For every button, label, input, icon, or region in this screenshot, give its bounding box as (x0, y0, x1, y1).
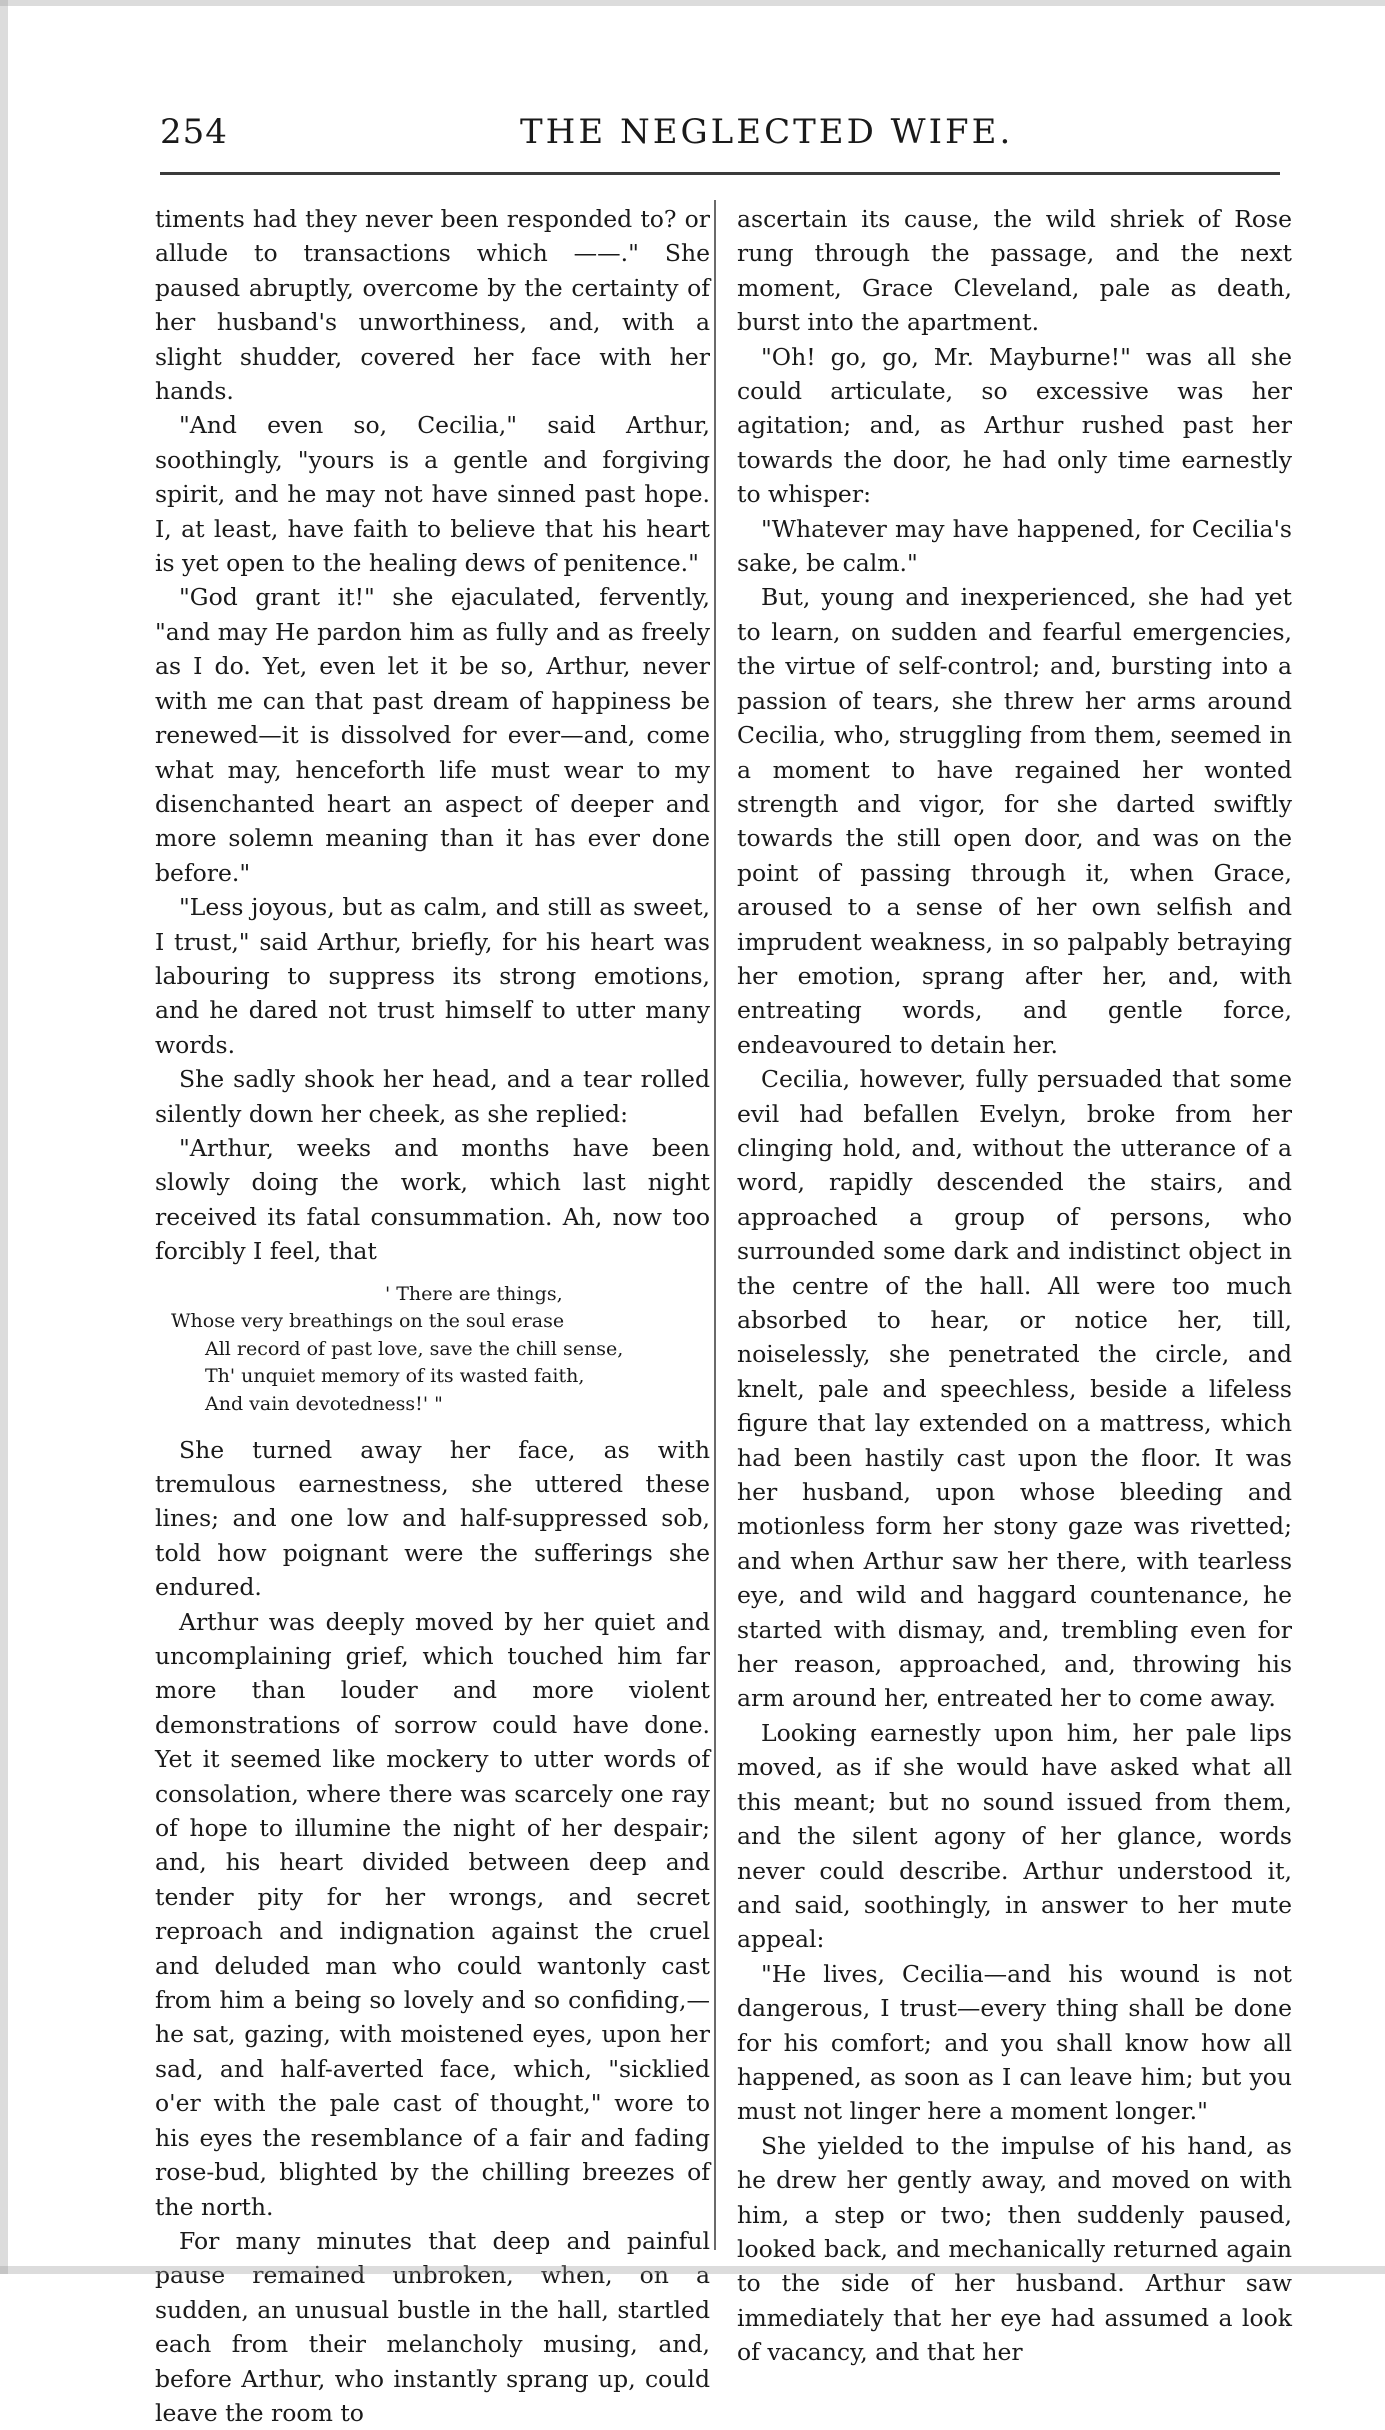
paragraph: She sadly shook her head, and a tear rolled silently down her cheek, as she replied: (155, 1065, 710, 1128)
scan-noise (0, 0, 1385, 6)
column-divider (714, 200, 716, 2250)
poem-line: And vain devotedness!' " (205, 1392, 443, 1415)
page-number: 254 (160, 112, 228, 152)
paragraph: timents had they never been responded to? or allude to transactions which ——." She paused abruptly, overcome by the certainty of her husband's unworthiness, and, with a slight shudder, covered her face with her hands. (155, 205, 710, 406)
poem-line: Th' unquiet memory of its wasted faith, (205, 1365, 585, 1388)
paragraph: "Oh! go, go, Mr. Mayburne!" was all she could articulate, so excessive was her agitation; and, as Arthur rushed past her towards the door, he had only time earnestly to whisper: (737, 342, 1292, 509)
paragraph: She turned away her face, as with tremulous earnestness, she uttered these lines; and one low and half-suppressed sob, told how poignant were the sufferings she endured. (155, 1435, 710, 1602)
paragraph: "Arthur, weeks and months have been slowly doing the work, which last night received its fatal consummation. Ah, now too forcibly I feel, that (155, 1133, 710, 1266)
paragraph: "And even so, Cecilia," said Arthur, soothingly, "yours is a gentle and forgiving spirit, and he may not have sinned past hope. I, at least, have faith to believe that his heart is yet open to the healing dews of penitence." (155, 411, 710, 578)
paragraph: She yielded to the impulse of his hand, as he drew her gently away, and moved on with him, a step or two; then suddenly paused, looked back, and mechanically returned again to the side of her husband. Arthur saw immediately that her eye had assumed a look of vacancy, and that her (737, 2131, 1292, 2367)
running-title: THE NEGLECTED WIFE. (520, 112, 1014, 152)
poem-line: Whose very breathings on the soul erase (171, 1310, 565, 1333)
paragraph: ascertain its cause, the wild shriek of Rose rung through the passage, and the next moment, Grace Cleveland, pale as death, burst into the apartment. (737, 205, 1292, 337)
paragraph: But, young and inexperienced, she had yet to learn, on sudden and fearful emergencies, the virtue of self-control; and, bursting into a passion of tears, she threw her arms around Cecilia, who, struggling from them, seemed in a moment to have regained her wonted strength and vigor, for she darted swiftly towards the still open door, and was on the point of passing through it, when Grace, aroused to a sense of her own selfish and imprudent weakness, in so palpably betraying her emotion, sprang after her, and, with entreating words, and gentle force, endeavoured to detain her. (737, 583, 1292, 1059)
header-rule (160, 172, 1280, 175)
paragraph: "Whatever may have happened, for Cecilia's sake, be calm." (737, 514, 1292, 578)
scan-noise (0, 0, 8, 2274)
paragraph: Looking earnestly upon him, her pale lips moved, as if she would have asked what all this meant; but no sound issued from them, and the silent agony of her glance, words never could describe. Arthur understood it, and said, soothingly, in answer to her mute appeal: (737, 1718, 1292, 1954)
page-header (160, 112, 1300, 158)
poem-line: ' There are things, (385, 1282, 563, 1305)
paragraph: "God grant it!" she ejaculated, fervently, "and may He pardon him as fully and as freely as I do. Yet, even let it be so, Arthur, never with me can that past dream of happiness be renewed—it is dissolved for ever—and, come what may, henceforth life must wear to my disenchanted heart an aspect of deeper and more solemn meaning than it has ever done before." (155, 583, 710, 887)
paragraph: "He lives, Cecilia—and his wound is not dangerous, I trust—every thing shall be done for his comfort; and you shall know how all happened, as soon as I can leave him; but you must not linger here a moment longer." (737, 1959, 1292, 2126)
poem-line: All record of past love, save the chill sense, (205, 1337, 624, 1360)
paragraph: "Less joyous, but as calm, and still as sweet, I trust," said Arthur, briefly, for his heart was labouring to suppress its strong emotions, and he dared not trust himself to utter many words. (155, 893, 710, 1059)
poem-quote (155, 1281, 710, 1419)
left-column (155, 202, 710, 2427)
scan-noise (0, 2266, 1385, 2274)
paragraph: Arthur was deeply moved by her quiet and uncomplaining grief, which touched him far more than louder and more violent demonstrations of sorrow could have done. Yet it seemed like mockery to utter words of consolation, where there was scarcely one ray of hope to illumine the night of her despair; and, his heart divided between deep and tender pity for her wrongs, and secret reproach and indignation against the cruel and deluded man who could wantonly cast from him a being so lovely and so confiding,—he sat, gazing, with moistened eyes, upon her sad, and half-averted face, which, "sicklied o'er with the pale cast of thought," wore to his eyes the resemblance of a fair and fading rose-bud, blighted by the chilling breezes of the north. (155, 1607, 710, 2221)
right-column (737, 202, 1292, 2367)
paragraph: Cecilia, however, fully persuaded that some evil had befallen Evelyn, broke from her clinging hold, and, without the utterance of a word, rapidly descended the stairs, and approached a group of persons, who surrounded some dark and indistinct object in the centre of the hall. All were too much absorbed to hear, or notice her, till, noiselessly, she penetrated the circle, and knelt, pale and speechless, beside a lifeless figure that lay extended on a mattress, which had been hastily cast upon the floor. It was her husband, upon whose bleeding and motionless form her stony gaze was rivetted; and when Arthur saw her there, with tearless eye, and wild and haggard countenance, he started with dismay, and, trembling even for her reason, approached, and, throwing his arm around her, entreated her to come away. (737, 1065, 1292, 1713)
paragraph: For many minutes that deep and painful pause remained unbroken, when, on a sudden, an unusual bustle in the hall, startled each from their melancholy musing, and, before Arthur, who instantly sprang up, could leave the room to (155, 2226, 710, 2427)
